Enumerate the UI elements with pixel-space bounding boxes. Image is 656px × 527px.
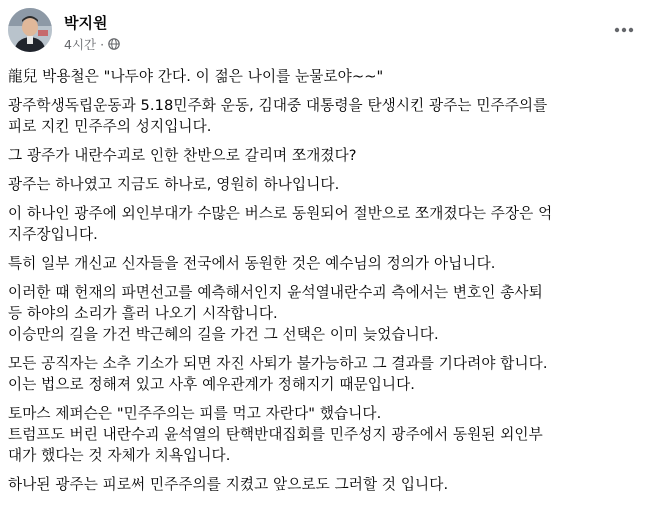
post-line: 모든 공직자는 소추 기소가 되면 자진 사퇴가 불가능하고 그 결과를 기다려야 합니다. [8, 355, 548, 372]
post-time[interactable]: 4시간 [64, 37, 97, 52]
author-name[interactable]: 박지원 [64, 14, 108, 32]
post-header [8, 8, 648, 60]
post-meta [64, 35, 120, 53]
post-line: 트럼프도 버린 내란수괴 윤석열의 탄핵반대집회를 민주성지 광주에서 동원된 외인부 [8, 426, 543, 443]
post-line: 이러한 때 헌재의 파면선고를 예측해서인지 윤석열내란수괴 측에서는 변호인 총사퇴 [8, 284, 543, 301]
post-line: 이승만의 길을 가건 박근혜의 길을 가건 그 선택은 이미 늦었습니다. [8, 326, 439, 343]
more-options-icon[interactable] [610, 16, 638, 44]
post-line: 특히 일부 개신교 신자들을 전국에서 동원한 것은 예수님의 정의가 아닙니다. [8, 255, 496, 272]
post-line: 이는 법으로 정해져 있고 사후 예우관계가 정해지기 때문입니다. [8, 376, 416, 393]
globe-icon [108, 38, 120, 50]
post-line: 광주학생독립운동과 5.18민주화 운동, 김대중 대통령을 탄생시킨 광주는 민주주의를 [8, 97, 548, 114]
author-avatar[interactable] [8, 8, 52, 52]
meta-separator: · [100, 36, 105, 52]
post-line: 피로 지킨 민주주의 성지입니다. [8, 118, 212, 135]
post-line: 광주는 하나였고 지금도 하나로, 영원히 하나입니다. [8, 176, 340, 193]
post-line: 등 하야의 소리가 흘러 나오기 시작합니다. [8, 305, 278, 322]
post-line: 하나된 광주는 피로써 민주주의를 지켰고 앞으로도 그러할 것 입니다. [8, 476, 449, 493]
post-line: 龍兒 박용철은 "나두야 간다. 이 젊은 나이를 눈물로야~~" [8, 68, 384, 85]
post-line: 그 광주가 내란수괴로 인한 찬반으로 갈리며 쪼개졌다? [8, 147, 357, 164]
post-line: 대가 했다는 것 자체가 치욕입니다. [8, 447, 231, 464]
post-line: 토마스 제퍼슨은 "민주주의는 피를 먹고 자란다" 했습니다. [8, 405, 382, 422]
post-body [8, 66, 648, 495]
post-line: 이 하나인 광주에 외인부대가 수많은 버스로 동원되어 절반으로 쪼개졌다는 주장은 억 [8, 205, 553, 222]
post-line: 지주장입니다. [8, 226, 98, 243]
